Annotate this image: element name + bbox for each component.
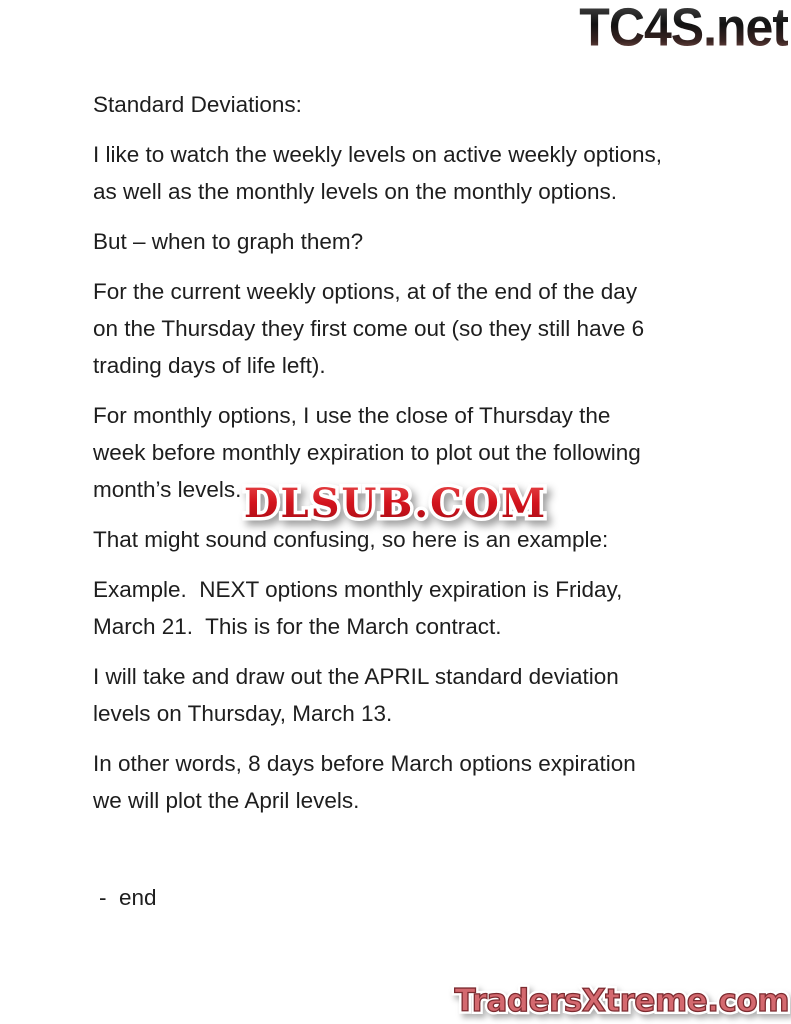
paragraph-april-levels — [93, 658, 773, 732]
text-line: on the Thursday they first come out (so they still have 6 — [93, 316, 645, 341]
text-line: For monthly options, I use the close of Thursday the — [93, 403, 611, 428]
text-line: That might sound confusing, so here is an example: — [93, 527, 609, 552]
tc4s-net-logo: TC4S.net — [579, 0, 788, 59]
text-line: March 21. This is for the March contract. — [93, 614, 502, 639]
text-line: Example. NEXT options monthly expiration is Friday, — [93, 577, 623, 602]
text-line: I like to watch the weekly levels on active weekly options, — [93, 142, 663, 167]
paragraph-when-to-graph — [93, 223, 773, 260]
text-line: I will take and draw out the APRIL standard deviation — [93, 664, 619, 689]
paragraph-standard-deviations-heading — [93, 86, 773, 123]
paragraph-end-marker — [93, 879, 773, 916]
paragraph-weekly-timing — [93, 273, 773, 384]
text-line: trading days of life left). — [93, 353, 326, 378]
text-line: month’s levels. — [93, 477, 242, 502]
text-line: In other words, 8 days before March options expiration — [93, 751, 636, 776]
paragraph-example — [93, 571, 773, 645]
text-line: week before monthly expiration to plot out the following — [93, 440, 641, 465]
dlsub-watermark — [244, 480, 547, 527]
text-line: as well as the monthly levels on the monthly options. — [93, 179, 618, 204]
tradersxtreme-watermark — [454, 983, 789, 1019]
paragraph-in-other-words — [93, 745, 773, 819]
text-line: levels on Thursday, March 13. — [93, 701, 393, 726]
text-line: Standard Deviations: — [93, 92, 302, 117]
text-line: - end — [99, 885, 157, 910]
text-line: we will plot the April levels. — [93, 788, 360, 813]
text-line: But – when to graph them? — [93, 229, 364, 254]
tradersxtreme-watermark-text: TradersXtreme.com TradersXtreme.com — [454, 983, 789, 1019]
text-line: For the current weekly options, at of the end of the day — [93, 279, 638, 304]
dlsub-watermark-text: DLSUB.COM DLSUB.COM — [244, 480, 547, 527]
paragraph-weekly-levels — [93, 136, 773, 210]
